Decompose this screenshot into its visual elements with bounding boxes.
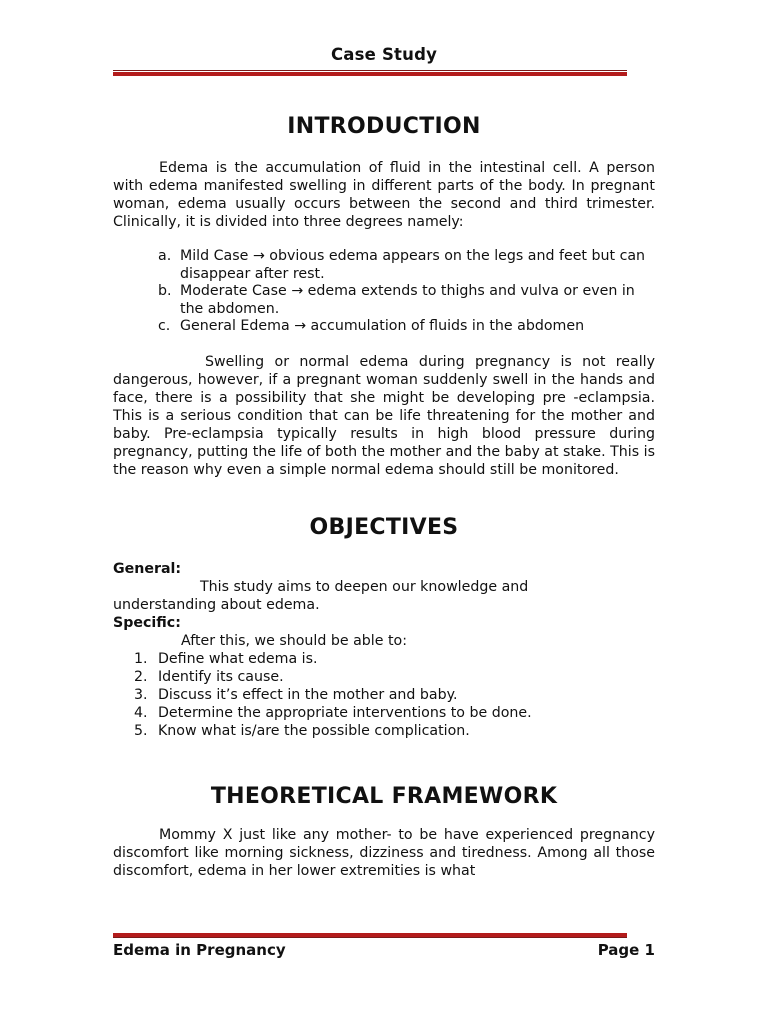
header-rule	[113, 70, 627, 76]
running-header-title: Case Study	[330, 45, 438, 64]
general-objective-sentence: This study aims to deepen our knowledge and understanding about edema.	[113, 578, 529, 613]
general-objective-text	[113, 578, 655, 614]
framework-paragraph: Mommy X just like any mother- to be have experienced pregnancy discomfort like morning sickness, dizziness and tiredness. Among all those discomfort, edema in her lower extremities is what	[113, 826, 655, 879]
list-item	[113, 686, 655, 704]
list-marker: 3.	[134, 686, 148, 703]
footer-document-title: Edema in Pregnancy	[113, 941, 286, 959]
introduction-heading: INTRODUCTION	[287, 114, 481, 139]
list-marker: a.	[158, 248, 172, 264]
list-marker: 1.	[134, 650, 148, 667]
list-item-text: Discuss it’s effect in the mother and baby.	[158, 686, 458, 703]
list-item	[113, 668, 655, 686]
specific-objectives-list	[113, 650, 655, 740]
list-marker: 4.	[134, 704, 148, 721]
list-item	[113, 283, 655, 318]
list-item-text: Mild Case → obvious edema appears on the legs and feet but can disappear after rest.	[180, 248, 646, 282]
list-item-text: General Edema → accumulation of fluids in the abdomen	[180, 318, 585, 334]
framework-heading: THEORETICAL FRAMEWORK	[210, 783, 558, 809]
list-item-text: Identify its cause.	[158, 668, 284, 685]
footer-rule	[113, 932, 627, 938]
objectives-heading: OBJECTIVES	[309, 514, 459, 540]
introduction-paragraph-2: Swelling or normal edema during pregnancy is not really dangerous, however, if a pregnant woman suddenly swell in the hands and face, there is a possibility that she might be developing pre -eclampsia. This is a serious condition that can be life threatening for the mother and baby. Pre-eclampsia typically results in high blood pressure during pregnancy, putting the life of both the mother and the baby at stake. This is the reason why even a simple normal edema should still be monitored.	[113, 353, 655, 478]
list-marker: 5.	[134, 722, 148, 739]
list-item-text: Determine the appropriate interventions to be done.	[158, 704, 532, 721]
list-item-text: Define what edema is.	[158, 650, 318, 667]
list-marker: c.	[158, 318, 171, 334]
list-item	[113, 248, 655, 283]
introduction-paragraph-1: Edema is the accumulation of fluid in the intestinal cell. A person with edema manifested swelling in different parts of the body. In pregnant woman, edema usually occurs between the second and third trimester. Clinically, it is divided into three degrees namely:	[113, 160, 655, 230]
general-objective-label: General:	[113, 560, 182, 577]
edema-degrees-list	[113, 248, 655, 336]
list-item-text: Know what is/are the possible complication.	[158, 722, 470, 739]
list-item	[113, 722, 655, 740]
specific-objective-label: Specific:	[113, 614, 181, 631]
page-body	[113, 110, 655, 880]
list-marker: b.	[158, 283, 172, 299]
specific-objective-intro: After this, we should be able to:	[181, 632, 407, 649]
list-item	[113, 650, 655, 668]
list-item	[113, 704, 655, 722]
list-marker: 2.	[134, 668, 148, 685]
list-item-text: Moderate Case → edema extends to thighs and vulva or even in the abdomen.	[180, 283, 635, 317]
list-item	[113, 318, 655, 336]
footer-page-number: Page 1	[597, 941, 655, 959]
